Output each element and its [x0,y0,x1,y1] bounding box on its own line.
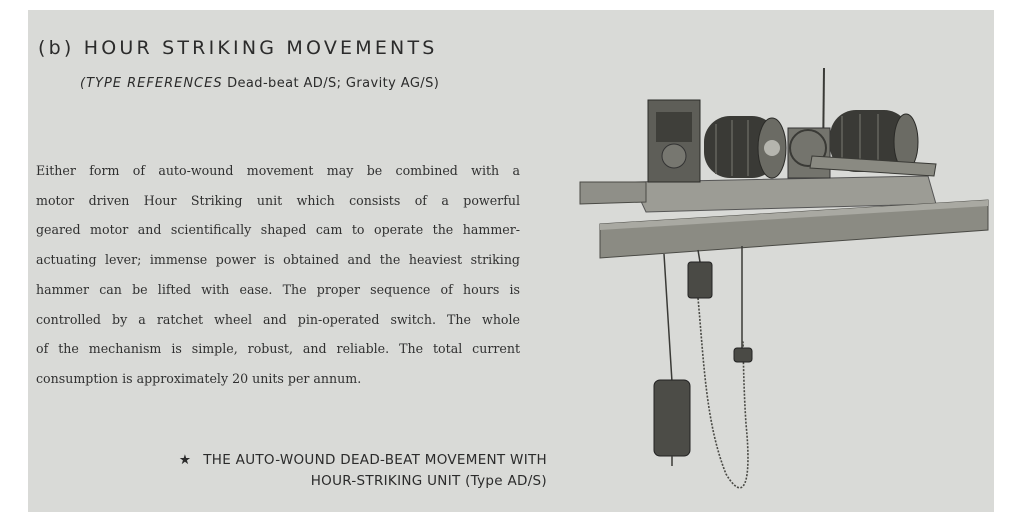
body-line: Either form of auto-wound movement may be combined with a [36,163,520,178]
type-references [80,76,439,91]
star-icon: ★ [178,452,192,468]
caption-line-1: THE AUTO-WOUND DEAD-BEAT MOVEMENT WITH [203,452,547,468]
figure-caption [179,450,547,492]
body-line: hammer can be lifted with ease. The proper sequence of hours is [36,281,520,297]
body-line: consumption is approximately 20 units per annum. [36,370,362,386]
section-title: (b) HOUR STRIKING MOVEMENTS [38,37,438,59]
document-page [28,10,994,512]
body-line: geared motor and scientifically shaped cam to operate the hammer- [36,222,520,238]
caption-line-2: HOUR-STRIKING UNIT (Type AD/S) [310,473,547,489]
clock-movement-photo [576,64,994,512]
body-line: actuating lever; immense power is obtained and the heaviest striking [36,252,520,268]
type-references-values: Dead-beat AD/S; Gravity AG/S) [222,76,440,91]
body-paragraph [36,156,520,394]
body-line: motor driven Hour Striking unit which consists of a powerful [36,192,520,208]
body-line: of the mechanism is simple, robust, and reliable. The total current [36,341,520,357]
body-line: controlled by a ratchet wheel and pin-operated switch. The whole [36,311,520,327]
type-references-label: (TYPE REFERENCES [80,76,223,91]
